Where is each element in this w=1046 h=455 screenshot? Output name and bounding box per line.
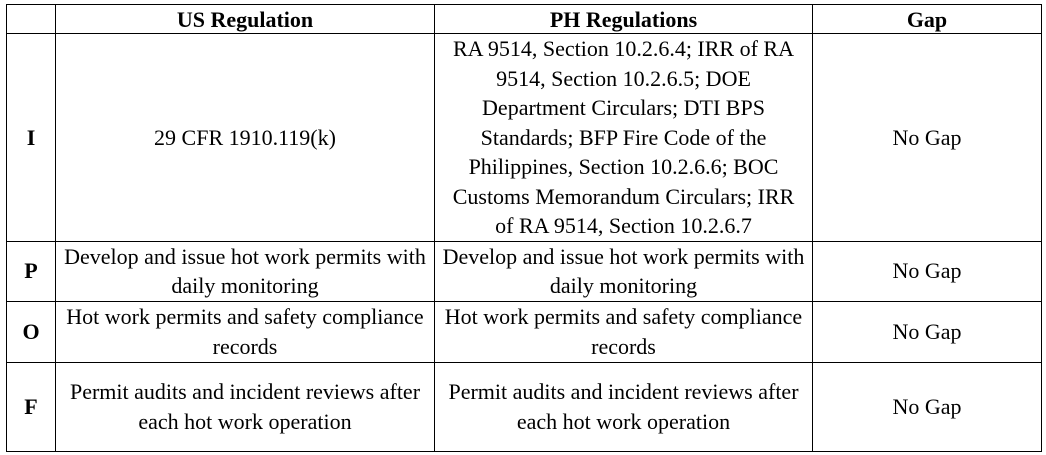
row-code: I bbox=[7, 34, 56, 242]
ph-regulations-cell: Hot work permits and safety compliance records bbox=[435, 301, 813, 362]
regulation-gap-table bbox=[6, 4, 1042, 452]
gap-cell: No Gap bbox=[813, 362, 1042, 451]
row-code: F bbox=[7, 362, 56, 451]
gap-cell: No Gap bbox=[813, 301, 1042, 362]
header-ph-regulations: PH Regulations bbox=[435, 5, 813, 34]
ph-regulations-text: RA 9514, Section 10.2.6.4; IRR of RA 9514, Section 10.2.6.5; DOE Department Circulars; DTI BPS Standards; BFP Fire Code of the Philippines, Section 10.2.6.6; BOC Customs Memorandum Circulars; IRR of RA 9514, Section 10.2.6.7 bbox=[452, 36, 795, 238]
us-regulation-cell: Develop and issue hot work permits with daily monitoring bbox=[56, 241, 435, 301]
table-row bbox=[7, 362, 1042, 451]
gap-cell: No Gap bbox=[813, 34, 1042, 242]
header-us-regulation: US Regulation bbox=[56, 5, 435, 34]
us-regulation-cell: 29 CFR 1910.119(k) bbox=[56, 34, 435, 242]
us-regulation-cell: Permit audits and incident reviews after each hot work operation bbox=[56, 362, 435, 451]
us-regulation-cell: Hot work permits and safety compliance records bbox=[56, 301, 435, 362]
ph-regulations-cell: Develop and issue hot work permits with daily monitoring bbox=[435, 241, 813, 301]
header-row bbox=[7, 5, 1042, 34]
table-row bbox=[7, 241, 1042, 301]
table-row bbox=[7, 34, 1042, 242]
row-code: O bbox=[7, 301, 56, 362]
ph-regulations-cell: Permit audits and incident reviews after each hot work operation bbox=[435, 362, 813, 451]
header-code bbox=[7, 5, 56, 34]
row-code: P bbox=[7, 241, 56, 301]
ph-regulations-cell bbox=[435, 34, 813, 242]
gap-cell: No Gap bbox=[813, 241, 1042, 301]
table-row bbox=[7, 301, 1042, 362]
header-gap: Gap bbox=[813, 5, 1042, 34]
